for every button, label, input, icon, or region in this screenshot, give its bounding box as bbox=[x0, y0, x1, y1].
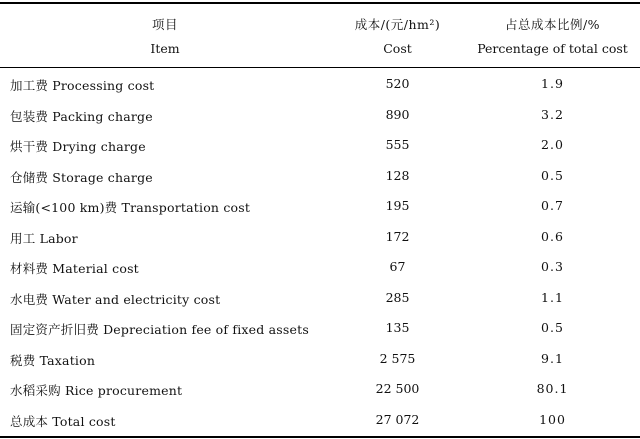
header-cost-en: Cost bbox=[383, 41, 412, 56]
table-row bbox=[0, 129, 640, 160]
row-item-label: 固定资产折旧费 Depreciation fee of fixed assets bbox=[10, 322, 309, 337]
table-row bbox=[0, 373, 640, 404]
row-percentage-value: 9.1 bbox=[541, 350, 564, 366]
row-cost-value: 890 bbox=[385, 106, 410, 122]
row-cost-value: 285 bbox=[385, 289, 410, 305]
row-percentage-value: 1.1 bbox=[541, 289, 564, 305]
table-row-total bbox=[0, 404, 640, 435]
header-item-column bbox=[0, 0, 330, 67]
row-cost-value: 27 072 bbox=[375, 411, 420, 427]
table-row bbox=[0, 99, 640, 130]
table-bottom-rule bbox=[0, 436, 640, 438]
table-body bbox=[0, 68, 640, 434]
row-cost-value: 22 500 bbox=[375, 381, 420, 396]
row-item-label: 材料费 Material cost bbox=[10, 261, 139, 276]
row-cost-value: 172 bbox=[385, 228, 410, 244]
row-item-label: 加工费 Processing cost bbox=[10, 78, 155, 93]
row-percentage-value: 0.3 bbox=[541, 259, 564, 274]
row-cost-value: 520 bbox=[385, 76, 410, 91]
row-percentage-value: 0.6 bbox=[541, 228, 564, 244]
header-cost-column bbox=[330, 0, 465, 67]
row-item-label: 税费 Taxation bbox=[10, 352, 96, 368]
table-row bbox=[0, 251, 640, 282]
row-item-label: 仓储费 Storage charge bbox=[10, 169, 153, 185]
row-cost-value: 195 bbox=[385, 198, 410, 213]
header-percentage-en: Percentage of total cost bbox=[477, 41, 628, 56]
row-percentage-value: 100 bbox=[539, 411, 566, 427]
row-item-label: 运输(<100 km)费 Transportation cost bbox=[10, 200, 251, 215]
row-percentage-value: 0.5 bbox=[541, 167, 564, 183]
row-cost-value: 135 bbox=[385, 320, 410, 335]
row-percentage-value: 2.0 bbox=[541, 137, 564, 152]
table-row bbox=[0, 221, 640, 252]
row-cost-value: 67 bbox=[389, 259, 406, 274]
row-percentage-value: 1.9 bbox=[541, 76, 564, 91]
table-row bbox=[0, 68, 640, 99]
row-percentage-value: 80.1 bbox=[536, 381, 569, 396]
header-percentage-zh: 占总成本比例/% bbox=[504, 17, 601, 32]
table-row bbox=[0, 282, 640, 313]
header-item-en: Item bbox=[150, 41, 180, 56]
table-row bbox=[0, 160, 640, 191]
table-row bbox=[0, 190, 640, 221]
table-row bbox=[0, 343, 640, 374]
header-percentage-column bbox=[465, 0, 640, 67]
row-cost-value: 2 575 bbox=[379, 350, 416, 366]
row-percentage-value: 0.7 bbox=[541, 198, 564, 213]
row-item-label: 总成本 Total cost bbox=[10, 413, 116, 429]
row-item-label: 烘干费 Drying charge bbox=[10, 139, 146, 154]
row-percentage-value: 0.5 bbox=[541, 320, 564, 335]
row-percentage-value: 3.2 bbox=[541, 106, 564, 122]
row-item-label: 水稻采购 Rice procurement bbox=[10, 383, 183, 398]
row-item-label: 包装费 Packing charge bbox=[10, 108, 153, 124]
row-cost-value: 128 bbox=[385, 167, 410, 183]
table-row bbox=[0, 312, 640, 343]
header-item-zh: 项目 bbox=[151, 17, 178, 32]
row-cost-value: 555 bbox=[385, 137, 410, 152]
row-item-label: 水电费 Water and electricity cost bbox=[10, 291, 221, 307]
row-item-label: 用工 Labor bbox=[10, 230, 78, 246]
header-cost-zh: 成本/(元/hm²) bbox=[354, 17, 441, 32]
